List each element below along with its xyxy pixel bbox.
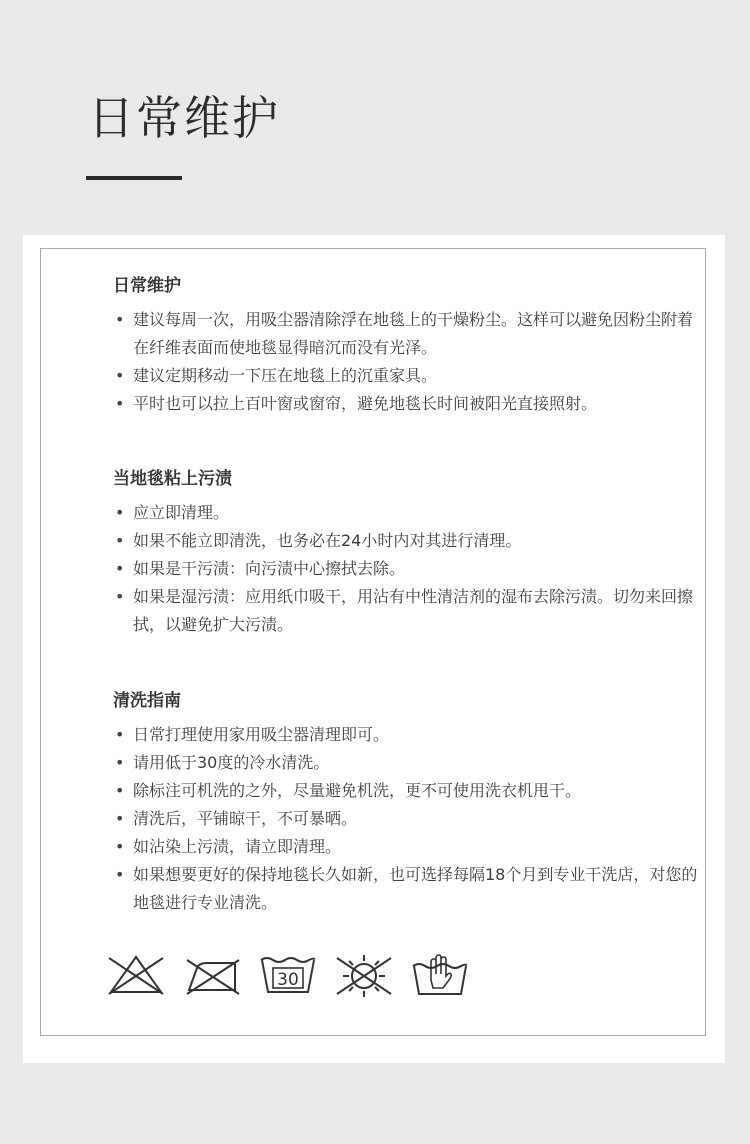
hand-wash-icon	[409, 950, 471, 998]
list-item: • 如果不能立即清洗，也务必在24小时内对其进行清理。	[113, 527, 703, 555]
list-item: • 如沾染上污渍，请立即清理。	[113, 833, 703, 861]
list-item: • 清洗后，平铺晾干，不可暴晒。	[113, 805, 703, 833]
list-item: • 除标注可机洗的之外，尽量避免机洗，更不可使用洗衣机甩干。	[113, 777, 703, 805]
bullet-list	[113, 306, 703, 418]
page-title: 日常维护	[88, 91, 280, 145]
list-item: • 如果想要更好的保持地毯长久如新，也可选择每隔18个月到专业干洗店，对您的地毯进行专业清洗。	[113, 861, 703, 917]
list-item: • 建议定期移动一下压在地毯上的沉重家具。	[113, 362, 703, 390]
card-border	[40, 248, 706, 1036]
do-not-tumble-dry-icon	[333, 950, 395, 998]
section-daily-care	[113, 274, 703, 418]
care-card	[23, 235, 725, 1063]
list-item: • 如果是干污渍：向污渍中心擦拭去除。	[113, 555, 703, 583]
section-washing-guide	[113, 689, 703, 917]
list-item: • 如果是湿污渍：应用纸巾吸干，用沾有中性清洁剂的湿布去除污渍。切勿来回擦拭，以避免扩大污渍。	[113, 583, 703, 639]
do-not-iron-icon	[181, 950, 243, 998]
list-item: • 请用低于30度的冷水清洗。	[113, 749, 703, 777]
title-underline	[86, 176, 182, 180]
wash-30-icon	[257, 950, 319, 998]
do-not-bleach-icon	[105, 950, 167, 998]
section-heading: 日常维护	[113, 276, 181, 296]
section-heading: 当地毯粘上污渍	[113, 469, 232, 489]
list-item: • 应立即清理。	[113, 499, 703, 527]
section-stains	[113, 467, 703, 639]
list-item: • 建议每周一次，用吸尘器清除浮在地毯上的干燥粉尘。这样可以避免因粉尘附着在纤维表面而使地毯显得暗沉而没有光泽。	[113, 306, 703, 362]
section-heading: 清洗指南	[113, 691, 181, 711]
list-item: • 日常打理使用家用吸尘器清理即可。	[113, 721, 703, 749]
list-item: • 平时也可以拉上百叶窗或窗帘，避免地毯长时间被阳光直接照射。	[113, 390, 703, 418]
wash-temperature-label: 30	[277, 970, 299, 990]
bullet-list	[113, 499, 703, 639]
bullet-list	[113, 721, 703, 917]
care-symbols	[105, 950, 471, 1000]
